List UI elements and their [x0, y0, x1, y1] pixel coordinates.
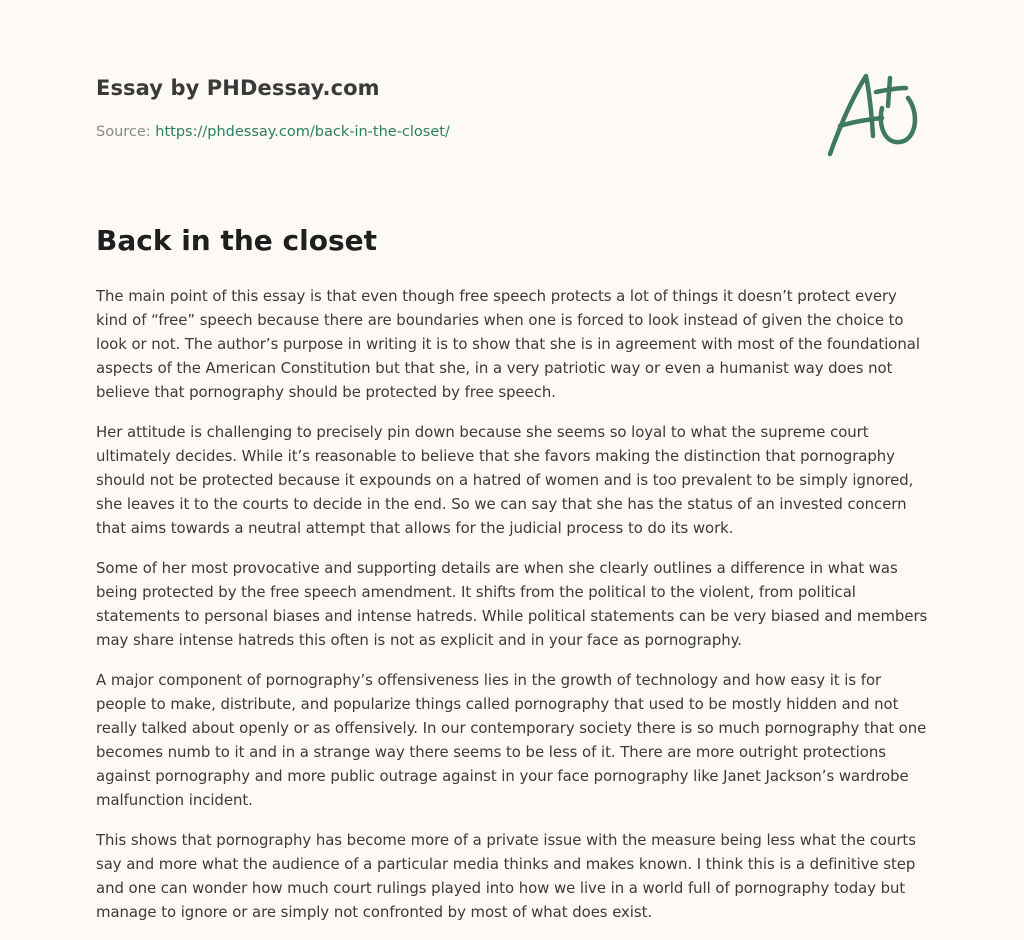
article-body — [96, 284, 928, 940]
paragraph: The main point of this essay is that even though free speech protects a lot of things it doesn’t protect every kind of “free” speech because there are boundaries when one is forced to look instead of given the choice to look or not. The author’s purpose in writing it is to show that she is in agreement with most of the foundational aspects of the American Constitution but that she, in a very patriotic way or even a humanist way does not believe that pornography should be protected by free speech. — [96, 287, 920, 401]
paragraph: This shows that pornography has become more of a private issue with the measure being less what the courts say and more what the audience of a particular media thinks and makes known. I think this is a definitive step and one can wonder how much court rulings played into how we live in a world full of pornography today but manage to ignore or are simply not confronted by most of what does exist. — [96, 831, 916, 921]
site-brand: Essay by PHDessay.com — [96, 76, 380, 100]
paragraph: A major component of pornography’s offensiveness lies in the growth of technology and how easy it is for people to make, distribute, and popularize things called pornography that used to be mostly hidden and not really talked about openly or as offensively. In our contemporary society there is so much pornography that one becomes numb to it and in a strange way there seems to be less of it. There are more outright protections against pornography and more public outrage against in your face pornography like Janet Jackson’s wardrobe malfunction incident. — [96, 671, 927, 809]
page-header — [96, 76, 928, 186]
paragraph: Her attitude is challenging to precisely pin down because she seems so loyal to what the supreme court ultimately decides. While it’s reasonable to believe that she favors making the distinction that pornography should not be protected because it expounds on a hatred of women and is too prevalent to be simply ignored, she leaves it to the courts to decide in the end. So we can say that she has the status of an invested concern that aims towards a neutral attempt that allows for the judicial process to do its work. — [96, 423, 914, 537]
source-label: Source: — [96, 124, 151, 140]
paragraph: Some of her most provocative and supporting details are when she clearly outlines a difference in what was being protected by the free speech amendment. It shifts from the political to the violent, from political statements to personal biases and intense hatreds. While political statements can be very biased and members may share intense hatreds this often is not as explicit and in your face as pornography. — [96, 559, 928, 649]
source-line — [96, 124, 450, 140]
article-title: Back in the closet — [96, 224, 378, 257]
source-link[interactable]: https://phdessay.com/back-in-the-closet/ — [155, 124, 450, 140]
a-plus-grade-icon — [826, 68, 926, 160]
